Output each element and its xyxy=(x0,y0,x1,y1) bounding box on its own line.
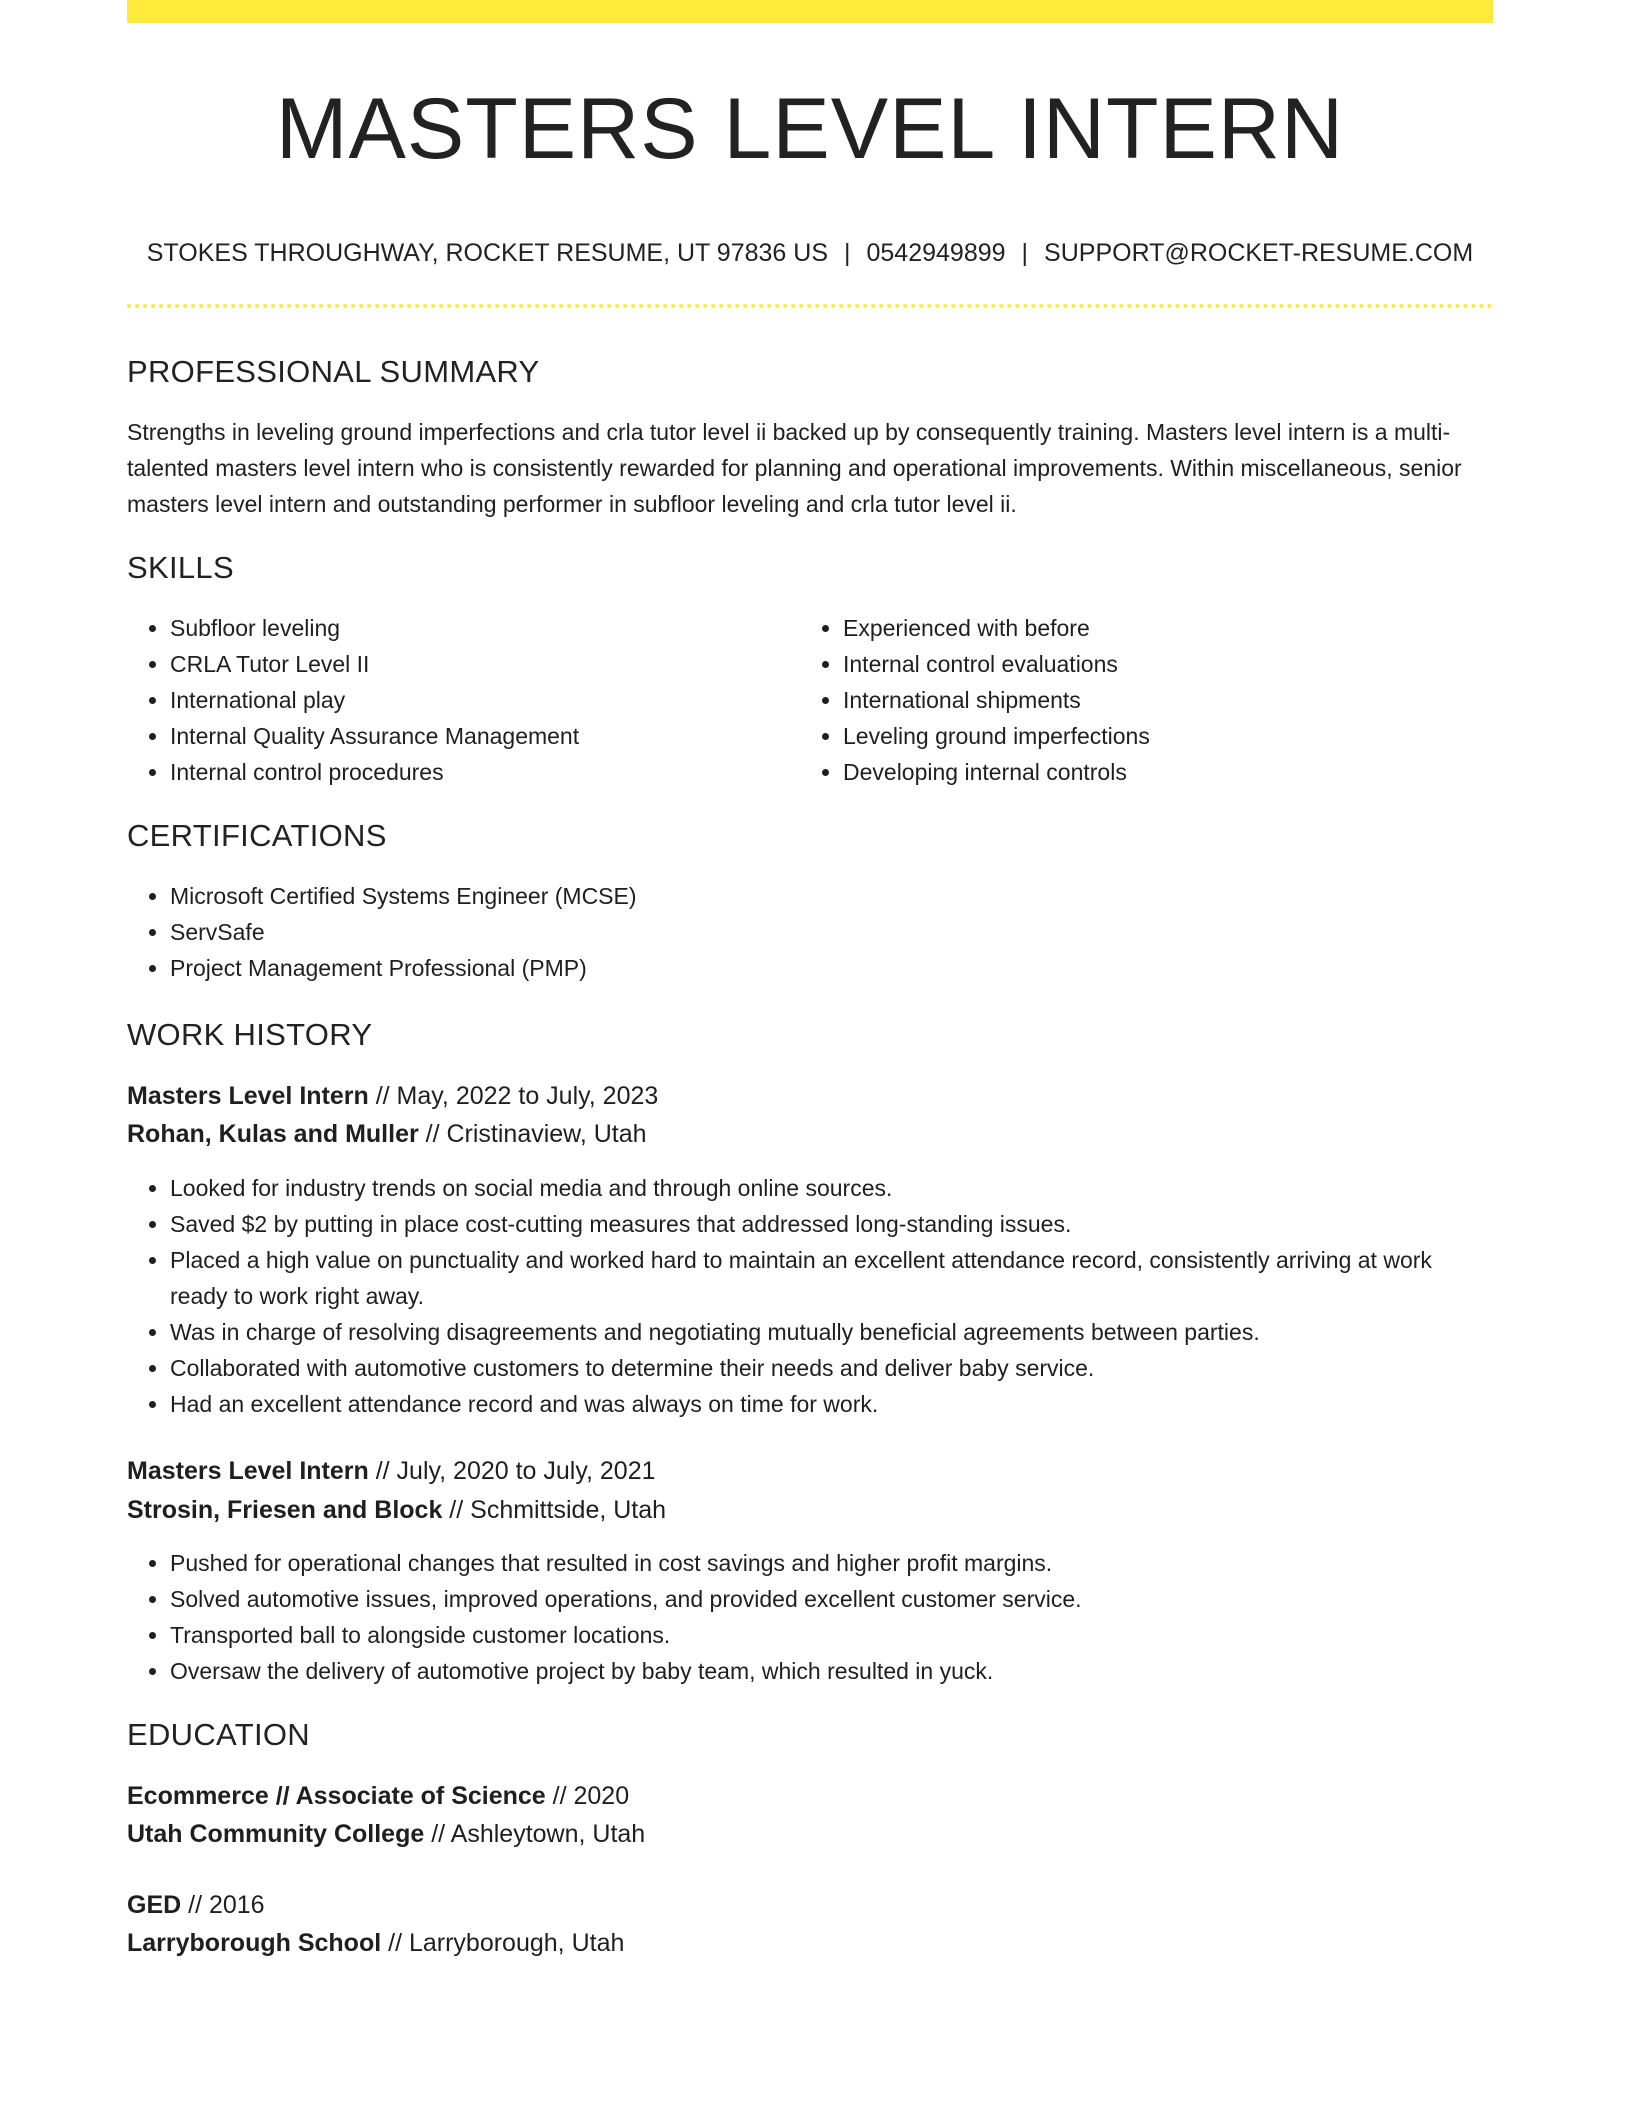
education-school-line xyxy=(127,1924,624,1962)
skill-item: • International shipments xyxy=(843,682,1483,718)
job-title-line xyxy=(127,1452,656,1490)
address: STOKES THROUGHWAY, ROCKET RESUME, UT 97836 US xyxy=(146,239,828,267)
skills-list-left xyxy=(127,610,810,790)
job-bullet: • Had an excellent attendance record and was always on time for work. xyxy=(170,1386,1495,1422)
job-bullet: • Placed a high value on punctuality and worked hard to maintain an excellent attendance record, consistently arriving at work ready to work right away. xyxy=(170,1242,1495,1314)
dotted-divider xyxy=(127,304,1493,308)
job-bullet: • Solved automotive issues, improved operations, and provided excellent customer service. xyxy=(170,1581,1495,1617)
job-bullet: • Pushed for operational changes that resulted in cost savings and higher profit margins. xyxy=(170,1545,1495,1581)
skill-item: • Internal control evaluations xyxy=(843,646,1483,682)
job-role: Masters Level Intern xyxy=(127,1457,369,1485)
email: SUPPORT@ROCKET-RESUME.COM xyxy=(1044,239,1474,267)
summary-text: Strengths in leveling ground imperfections and crla tutor level ii backed up by consequently training. Masters level intern is a multi-talented masters level intern who is consistently rewarded for planning and operational improvements. Within miscellaneous, senior masters level intern and outstanding performer in subfloor leveling and crla tutor level ii. xyxy=(127,419,1462,517)
education-degree: Ecommerce // Associate of Science xyxy=(127,1782,546,1810)
job-location: // Cristinaview, Utah xyxy=(418,1120,647,1148)
separator: | xyxy=(1021,239,1029,267)
job-company-line xyxy=(127,1115,647,1153)
certification-item: • ServSafe xyxy=(170,914,1470,950)
job-bullet: • Transported ball to alongside customer locations. xyxy=(170,1617,1495,1653)
job-role: Masters Level Intern xyxy=(127,1082,369,1110)
job-company: Rohan, Kulas and Muller xyxy=(127,1120,419,1148)
separator: | xyxy=(844,239,851,267)
education-degree: GED xyxy=(127,1891,182,1919)
work-history-heading: WORK HISTORY xyxy=(127,1017,373,1052)
education-degree-line xyxy=(127,1777,629,1815)
education-heading: EDUCATION xyxy=(127,1717,310,1752)
education-location: // Ashleytown, Utah xyxy=(424,1820,646,1848)
job-bullet: • Was in charge of resolving disagreements and negotiating mutually beneficial agreements between parties. xyxy=(170,1314,1495,1350)
job-company-line xyxy=(127,1491,666,1529)
skill-item: • Leveling ground imperfections xyxy=(843,718,1483,754)
summary-heading: PROFESSIONAL SUMMARY xyxy=(127,354,540,389)
education-degree-line xyxy=(127,1886,265,1924)
certification-item: • Microsoft Certified Systems Engineer (MCSE) xyxy=(170,878,1470,914)
skill-item: • Experienced with before xyxy=(843,610,1483,646)
certification-item: • Project Management Professional (PMP) xyxy=(170,950,1470,986)
education-location: // Larryborough, Utah xyxy=(381,1929,625,1957)
skills-heading: SKILLS xyxy=(127,550,234,585)
phone: 0542949899 xyxy=(866,239,1006,267)
skill-item: • Developing internal controls xyxy=(843,754,1483,790)
job-location: // Schmittside, Utah xyxy=(442,1496,667,1524)
job-bullets xyxy=(127,1545,1495,1689)
skill-item: • International play xyxy=(170,682,810,718)
job-bullet: • Collaborated with automotive customers to determine their needs and deliver baby service. xyxy=(170,1350,1495,1386)
certifications-heading: CERTIFICATIONS xyxy=(127,818,387,853)
job-dates: // July, 2020 to July, 2021 xyxy=(368,1457,656,1485)
accent-bar xyxy=(127,0,1493,23)
education-school-line xyxy=(127,1815,645,1853)
skill-item: • Subfloor leveling xyxy=(170,610,810,646)
skill-item: • CRLA Tutor Level II xyxy=(170,646,810,682)
education-school: Utah Community College xyxy=(127,1820,425,1848)
skill-item: • Internal control procedures xyxy=(170,754,810,790)
education-year: // 2016 xyxy=(181,1891,265,1919)
job-bullets xyxy=(127,1170,1495,1422)
job-title-line xyxy=(127,1077,658,1115)
resume-name: MASTERS LEVEL INTERN xyxy=(275,81,1345,177)
skill-item: • Internal Quality Assurance Management xyxy=(170,718,810,754)
job-dates: // May, 2022 to July, 2023 xyxy=(368,1082,659,1110)
education-year: // 2020 xyxy=(545,1782,630,1810)
certifications-list xyxy=(127,878,1470,986)
job-bullet: • Saved $2 by putting in place cost-cutting measures that addressed long-standing issues. xyxy=(170,1206,1495,1242)
education-school: Larryborough School xyxy=(127,1929,382,1957)
job-company: Strosin, Friesen and Block xyxy=(127,1496,443,1524)
skills-list-right xyxy=(800,610,1483,790)
job-bullet: • Looked for industry trends on social media and through online sources. xyxy=(170,1170,1495,1206)
contact-line xyxy=(127,236,1493,270)
job-bullet: • Oversaw the delivery of automotive project by baby team, which resulted in yuck. xyxy=(170,1653,1495,1689)
